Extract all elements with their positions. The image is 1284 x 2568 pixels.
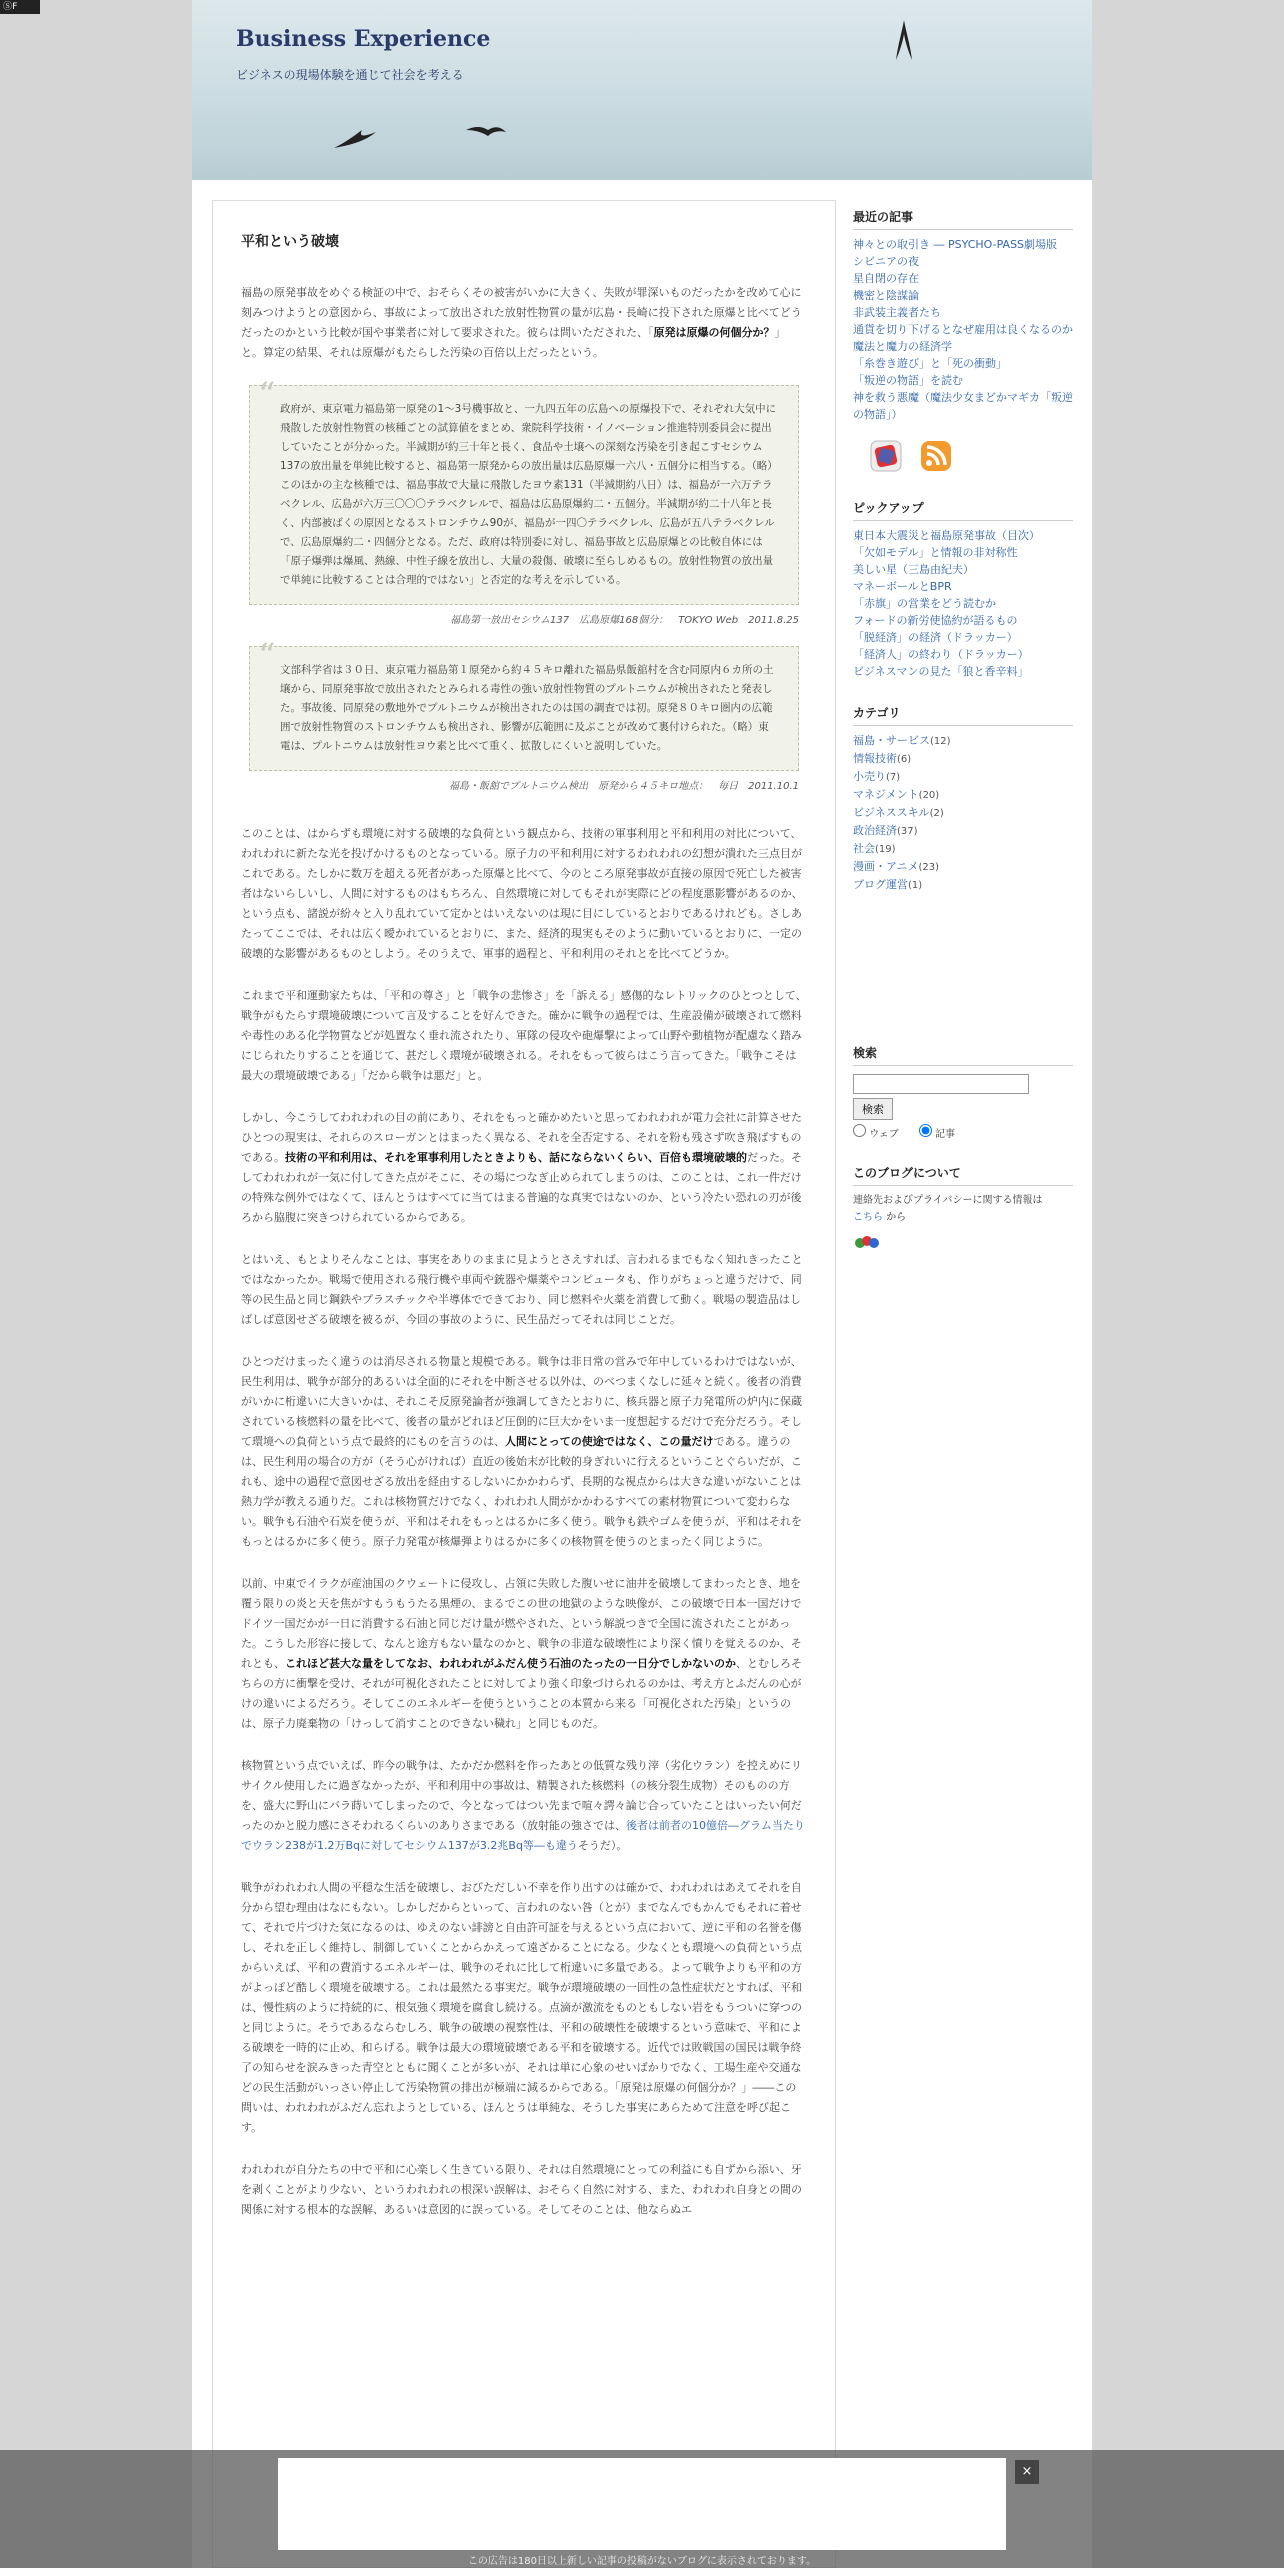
radio-web-text: ウェブ: [869, 1129, 899, 1140]
search-input[interactable]: [853, 1074, 1029, 1094]
quote-text: 政府が、東京電力福島第一原発の1～3号機事故と、一九四五年の広島への原爆投下で、それぞれ大気中に飛散した放射性物質の核種ごとの試算値をまとめ、衆院科学技術・イノベーション推進特別委員会に提出していたことが分かった。半減期が約三十年と長く、食品や土壌への深刻な汚染を引き起こすセシウム137の放出量を単純比較すると、福島第一原発からの放出量は広島原爆一六八・五個分に相当する。（略）このほかの主な核種では、福島事故で大量に飛散したヨウ素131（半減期約八日）は、福島が一六万テラベクレル、広島が六万三〇〇〇テラベクレルで、福島は広島原爆約二・五個分。半減期が約二十八年と長く、内部被ばくの原因となるストロンチウム90が、福島が一四〇テラベクレル、広島が五八テラベクレルで、広島原爆約二・四個分となる。ただ、政府は特別委に対し、福島事故と広島原爆との比較自体には「原子爆弾は爆風、熱線、中性子線を放出し、大量の殺傷、破壊に至らしめるもの。放射性物質の放出量で単純に比較することは合理的ではない」と否定的な考えを示している。: [280, 403, 778, 586]
rss-badge-icon[interactable]: [867, 437, 905, 475]
category-link[interactable]: 政治経済: [853, 824, 897, 837]
pickup-link[interactable]: ビジネスマンの見た「狼と香辛料」: [853, 665, 1029, 678]
pickup-item: [853, 646, 1073, 663]
recent-post-link[interactable]: 星自閉の存在: [853, 272, 919, 285]
text-run: しかし、今こうしてわれわれの目の前にあり、それをもっと確かめたいと思ってわれわれが電力会社に計算させたひとつの現実は、それらのスローガンとはまったく異なる、それを全否定する、それを粉も残さず吹き飛ばすものである。: [241, 1111, 802, 1164]
category-item: [853, 768, 1073, 786]
category-item: [853, 876, 1073, 894]
category-link[interactable]: 情報技術: [853, 752, 897, 765]
category-count: (7): [886, 772, 901, 783]
text-run: そうだ）。: [577, 1839, 628, 1852]
intro-paragraph: [241, 283, 807, 363]
pickup-item: [853, 527, 1073, 544]
ad-close-button[interactable]: ×: [1015, 2460, 1039, 2484]
recent-post-item: [853, 321, 1073, 338]
recent-post-item: [853, 389, 1073, 423]
radio-blog-text: 記事: [934, 1129, 955, 1140]
quote-mark-icon: “: [258, 636, 276, 676]
pickup-item: [853, 578, 1073, 595]
recent-posts-heading: 最近の記事: [853, 208, 1073, 230]
category-link[interactable]: 漫画・アニメ: [853, 860, 919, 873]
pickup-heading: ピックアップ: [853, 499, 1073, 521]
quote-citation[interactable]: 福島第一放出セシウム137 広島原爆168個分： TOKYO Web 2011.8.25: [450, 615, 799, 626]
pickup-item: [853, 663, 1073, 680]
text-run: 核物質という点でいえば、昨今の戦争は、たかだか燃料を作ったあとの低質な残り滓（劣化ウラン）を控えめにリサイクル使用したに過ぎなかったが、平和利用中の事故は、精製された核燃料（の核分裂生成物）そのものの方を、盛大に野山にバラ蒔いてしまったので、今となってはつい先まで喧々諤々論じ合っていたことはいったい何だったのかと脱力感にさそわれるくらいのありさまである（放射能の強さでは、: [241, 1759, 802, 1832]
search-block: [853, 1044, 1073, 1140]
text-run: とはいえ、もとよりそんなことは、事実をありのままに見ようとさえすれば、言われるまでもなく知れきったことではなかったか。戦場で使用される飛行機や車両や銃器や爆薬やコンピュータも、作りがちょっと違うだけで、同等の民生品と同じ鋼鉄やプラスチックや半導体でできており、同じ燃料や火薬を消費して動く。戦場の製造品はしばしば意図せざる破壊を被るが、今回の事故のように、民生品だってそれは同じことだ。: [241, 1253, 803, 1326]
inline-link[interactable]: 後者は前者の10億倍―グラム当たりでウラン238が1.2万Bqに対してセシウム137が3.2兆Bq等―も違う: [241, 1819, 805, 1852]
recent-posts-block: [853, 208, 1073, 475]
ad-banner[interactable]: [278, 2458, 1006, 2550]
category-link[interactable]: ブログ運営: [853, 878, 908, 891]
category-count: (20): [918, 790, 940, 801]
radio-blog-label[interactable]: [919, 1124, 955, 1140]
article-paragraph: [241, 1878, 807, 2138]
radio-web-label[interactable]: [853, 1124, 899, 1140]
pickup-list: [853, 527, 1073, 680]
recent-post-link[interactable]: 「糸巻き遊び」と「死の衝動」: [853, 357, 1007, 370]
pickup-item: [853, 595, 1073, 612]
category-link[interactable]: マネジメント: [853, 788, 919, 801]
article-paragraph: [241, 1108, 807, 1228]
pickup-block: [853, 499, 1073, 680]
category-item: [853, 804, 1073, 822]
text-run: ひとつだけまったく違うのは消尽される物量と規模である。戦争は非日常の営みで年中しているわけではないが、民生利用は、戦争が部分的あるいは全面的にそれを中断させる以外は、のべつまくなしに延々と続く。後者の消費がいかに桁違いに大きいかは、それこそ反原発論者が強調してきたとおりに、核兵器と原子力発電所の炉内に保蔵されている核燃料の量を比べて、後者の量がどれほど圧倒的に巨大かをいま一度想起するだけで充分だろう。そして環境への負荷という点で最終的にものを言うのは、: [241, 1355, 802, 1448]
text-run: われわれが自分たちの中で平和に心楽しく生きている限り、それは自然環境にとっての利益にも自ずから添い、牙を剥くことがより少ない、というわれわれの根深い誤解は、おそらく自然に対する、また、われわれ自身との間の関係に対する根本的な誤解、あるいは意図的に誤っている。そしてそのことは、他ならぬエ: [241, 2163, 802, 2216]
recent-post-link[interactable]: 神々との取引き ― PSYCHO-PASS劇場版: [853, 238, 1058, 251]
bird-icon: [892, 18, 916, 62]
category-item: [853, 858, 1073, 876]
text-run: 、とむしろそちらの方に衝撃を受け、それが可視化されたことに対してより強く印象づけられるのかは、考え方とふだんの心がけの違いによるだろう。そしてこのエネルギーを使うということの本質から来る「可視化された汚染」というのは、原子力廃棄物の「けっして消すことのできない穢れ」と同じものだ。: [241, 1657, 802, 1730]
pickup-link[interactable]: 美しい星（三島由紀夫）: [853, 563, 974, 576]
bird-icon: [332, 126, 378, 152]
article-body: [241, 824, 807, 2220]
category-block: [853, 704, 1073, 894]
search-button[interactable]: 検索: [853, 1098, 893, 1120]
about-link[interactable]: こちら: [853, 1212, 883, 1223]
recent-post-item: [853, 236, 1073, 253]
category-link[interactable]: ビジネススキル: [853, 806, 930, 819]
radio-web[interactable]: [853, 1124, 866, 1137]
category-item: [853, 822, 1073, 840]
category-item: [853, 750, 1073, 768]
recent-post-link[interactable]: 非武装主義者たち: [853, 306, 941, 319]
main-content: [212, 200, 836, 2568]
recent-post-link[interactable]: 通貨を切り下げるとなぜ雇用は良くなるのか: [853, 323, 1073, 336]
recent-post-link[interactable]: 神を救う悪魔（魔法少女まどかマギカ「叛逆の物語」）: [853, 391, 1073, 421]
article-paragraph: [241, 2160, 807, 2220]
site-header: [192, 0, 1092, 180]
recent-post-item: [853, 304, 1073, 321]
text-run: だった。そしてわれわれが一気に付してきた点がそこに、その場につなぎ止められてしまうのは、このことは、これ一件だけの特殊な例外ではなくて、ほんとうはすべてに当てはまる普遍的な真実ではないのか、という冷たい恐れの刃が後ろから脇腹に突きつけられているからである。: [241, 1151, 802, 1224]
ad-overlay: [0, 2450, 1284, 2568]
pickup-item: [853, 629, 1073, 646]
category-count: (1): [908, 880, 923, 891]
feed-icons: [867, 437, 1073, 475]
category-list: [853, 732, 1073, 894]
search-scope: [853, 1124, 1073, 1140]
text-run: 戦争がわれわれ人間の平穏な生活を破壊し、おびただしい不幸を作り出すのは確かで、われわれはあえてそれを自分から望む理由はなにもない。しかしだからといって、言われのない咎（とが）までなんでもかんでもそれに着せて、それで片づけた気になるのは、ゆえのない誹謗と自由許可証を与えるという点において、逆に平和の名誉を傷し、それを正しく維持し、制御していくことからかえって遠ざかることになる。少なくとも環境への負荷という点からいえば、平和の費消するエネルギーは、戦争のそれに比して桁違いに多量である。よって戦争よりも平和の方がよっぽど酷しく環境を破壊する。これは最然たる事実だ。戦争が環境破壊の一回性の急性症状だとすれば、平和は、慢性病のように持続的に、根気強く環境を腐食し続ける。点滴が激流をものともしない岩をもうついに穿つのと同じように。そうであるならむしろ、戦争の破壊の視察性は、平和の破壊性を破壊するという意味で、平和による破壊を一時的に止め、和らげる。戦争は最大の環境破壊である平和を破壊する。近代では敗戦国の国民は戦争終了の知らせを涙みきった青空とともに聞くことが多いが、それは単に心象のせいばかりでなく、工場生産や交通などの民生活動がいっさい停止して汚染物質の排出が極端に減るからである。「原発は原爆の何個分か？」――この問いは、われわれがふだん忘れようとしている、ほんとうは単純な、そうした事実にあらためて注意を呼び起こす。: [241, 1881, 802, 2134]
recent-post-item: [853, 287, 1073, 304]
corner-badge: ⓈF: [0, 0, 40, 14]
recent-post-link[interactable]: 魔法と魔力の経済学: [853, 340, 952, 353]
pickup-link[interactable]: フォードの新労使協約が語るもの: [853, 614, 1018, 627]
quote-text: 文部科学省は３０日、東京電力福島第１原発から約４５キロ離れた福島県飯舘村を含む同原内６カ所の土壌から、同原発事故で放出されたとみられる毒性の強い放射性物質のプルトニウムが検出されたと発表した。事故後、同原発の敷地外でプルトニウムが検出されたのは国の調査では初。原発８０キロ圏内の広範囲で放射性物質のストロンチウムも検出され、影響が広範囲に及ぶことが改めて裏付けられた。（略）東電は、プルトニウムは放射性ヨウ素と比べて重く、拡散しにくいと説明していた。: [280, 664, 774, 752]
post-title[interactable]: 平和という破壊: [241, 234, 339, 250]
pickup-link[interactable]: 「脱経済」の経済（ドラッカー）: [853, 631, 1018, 644]
about-text: [853, 1192, 1073, 1226]
bold-text-run: 人間にとっての使途ではなく、この量だけ: [505, 1435, 714, 1448]
recent-post-link[interactable]: 「叛逆の物語」を読む: [853, 374, 963, 387]
category-count: (23): [918, 862, 939, 873]
counter-widget-icon[interactable]: [853, 1234, 881, 1252]
recent-post-link[interactable]: シビニアの夜: [853, 255, 919, 268]
pickup-item: [853, 561, 1073, 578]
article-paragraph: [241, 1250, 807, 1330]
category-count: (37): [897, 826, 918, 837]
recent-post-item: [853, 355, 1073, 372]
category-link[interactable]: 福島・サービス: [853, 734, 930, 747]
search-heading: 検索: [853, 1044, 1073, 1066]
category-link[interactable]: 小売り: [853, 770, 886, 783]
search-form: [853, 1072, 1073, 1140]
category-count: (19): [875, 844, 896, 855]
bold-text-run: 原発は原爆の何個分か？: [653, 326, 775, 339]
article-paragraph: [241, 1352, 807, 1552]
recent-post-item: [853, 253, 1073, 270]
text-run: 」と。算定の結果、それは原爆がもたらした汚染の百倍以上だったという。: [241, 326, 786, 359]
bold-text-run: 技術の平和利用は、それを軍事利用したときよりも、話にならないくらい、百倍も環境破壊的: [285, 1151, 747, 1164]
about-heading: このブログについて: [853, 1164, 1073, 1186]
radio-blog[interactable]: [919, 1124, 932, 1137]
text-run: これまで平和運動家たちは、「平和の尊さ」と「戦争の悲惨さ」を「訴える」感傷的なレトリックのひとつとして、戦争がもたらす環境破壊について言及することを好んできた。確かに戦争の過程では、生産設備が破壊されて燃料や毒性のある化学物質などが処置なく垂れ流されたり、軍隊の侵攻や砲爆撃によって山野や動植物が配慮なく踏みにじられたりすることを通じて、甚だしく環境が破壊される。それをもって彼らはこう言ってきた。「戦争こそは最大の環境破壊である」「だから戦争は悪だ」と。: [241, 989, 807, 1082]
site-description: ビジネスの現場体験を通じて社会を考える: [236, 68, 464, 82]
pickup-item: [853, 612, 1073, 629]
pickup-link[interactable]: 「欠如モデル」と情報の非対称性: [853, 546, 1018, 559]
pickup-link[interactable]: 「経済人」の終わり（ドラッカー）: [853, 648, 1029, 661]
category-count: (6): [897, 754, 912, 765]
quote-citation[interactable]: 福島・飯舘でプルトニウム検出 原発から４５キロ地点： 毎日 2011.10.1: [449, 781, 799, 792]
rss-feed-icon[interactable]: [917, 437, 955, 475]
category-item: [853, 840, 1073, 858]
blockquote: [249, 375, 799, 605]
site-title[interactable]: Business Experience: [236, 26, 491, 52]
text-run: 以前、中東でイラクが産油国のクウェートに侵攻し、占領に失敗した腹いせに油井を破壊してまわったとき、地を覆う限りの炎と天を焦がすもうもうたる黒煙の、まるでこの世の地獄のような映像が、この破壊で日本一国だけでドイツ一国だかが一日に消費する石油と同じだけ量が燃やされた、という解説つきで全国に流されたことがあった。こうした形容に接して、なんと途方もない量なのかと、戦争の非道な破壊性により深く憤りを覚えるのか、それとも、: [241, 1577, 802, 1670]
recent-post-link[interactable]: 機密と陰謀論: [853, 289, 919, 302]
category-link[interactable]: 社会: [853, 842, 875, 855]
recent-post-item: [853, 372, 1073, 389]
blockquote: [249, 636, 799, 771]
recent-post-item: [853, 338, 1073, 355]
text-run: である。違うのは、民生利用の場合の方が（そう心がければ）直近の後始末が比較的身ぎれいに行えるということぐらいだが、これも、途中の過程で意図せざる放出を経由するしないにかかわらず、長期的な視点からは大きな違いがないことは熱力学が教える通りだ。これは核物質だけでなく、われわれ人間がかかわるすべての素材物質について変わらない。戦争も石油や石炭を使うが、平和はそれをもっとはるかに多く使う。戦争も鉄やゴムを使うが、平和はそれをもっとはるかに多く使う。原子力発電が核爆弾よりはるかに多くの核物質を使うのとまったく同じように。: [241, 1435, 802, 1548]
article-paragraph: [241, 986, 807, 1086]
recent-post-item: [853, 270, 1073, 287]
bird-icon: [464, 120, 508, 140]
pickup-link[interactable]: マネーボールとBPR: [853, 580, 952, 593]
bold-text-run: これほど甚大な量をしてなお、われわれがふだん使う石油のたったの一日分でしかないのか: [285, 1657, 736, 1670]
about-block: [853, 1164, 1073, 1256]
pickup-link[interactable]: 東日本大震災と福島原発事故（目次）: [853, 529, 1040, 542]
category-count: (12): [930, 736, 951, 747]
text-run: 福島の原発事故をめぐる検証の中で、おそらくその被害がいかに大きく、失敗が罪深いものだったかを改めて心に刻みつけようとの意図から、事故によって放出された放射性物質の量が広島・長崎に投下された原爆と比べてどうだったのかという比較が国や事業者に対して要求された。彼らは問いただされた、「: [241, 286, 802, 339]
recent-posts-list: [853, 236, 1073, 423]
category-count: (2): [929, 808, 944, 819]
quote-mark-icon: “: [258, 375, 276, 415]
text-run: このことは、はからずも環境に対する破壊的な負荷という観点から、技術の軍事利用と平和利用の対比について、われわれに新たな光を投げかけるものとなっている。原子力の平和利用に対するわれわれの幻想が潰れた三点目がこれである。たしかに数万を超える死者があった原爆と比べて、今のところ原発事故が直接の原因で死亡した被害者はないらしいし、人間に対するものはもちろん、自然環境に対してもそれが実際にどの程度悪影響があるのか、という点も、諸説が紛々と入り乱れていて定かとはいえないのは現に目にしているとおりであるけれども。さしあたってここでは、それは広く曖かれているとおりに、また、経済的現実もそのように動いているとおりに、一定の破壊的な影響があるものとしよう。そのうえで、軍事的過程と、平和利用のそれとを比べてどうか。: [241, 827, 803, 960]
category-item: [853, 732, 1073, 750]
category-heading: カテゴリ: [853, 704, 1073, 726]
pickup-link[interactable]: 「赤旗」の営業をどう読むか: [853, 597, 996, 610]
article-paragraph: [241, 1574, 807, 1734]
article-paragraph: [241, 824, 807, 964]
page: [192, 0, 1092, 2568]
ad-notice: この広告は180日以上新しい記事の投稿がないブログに表示されております。: [467, 2556, 817, 2567]
pickup-item: [853, 544, 1073, 561]
about-description: 連絡先およびプライバシーに関する情報は: [853, 1195, 1043, 1206]
article-paragraph: [241, 1756, 807, 1856]
category-item: [853, 786, 1073, 804]
about-suffix: から: [886, 1212, 907, 1223]
sidebar: [853, 208, 1073, 1280]
